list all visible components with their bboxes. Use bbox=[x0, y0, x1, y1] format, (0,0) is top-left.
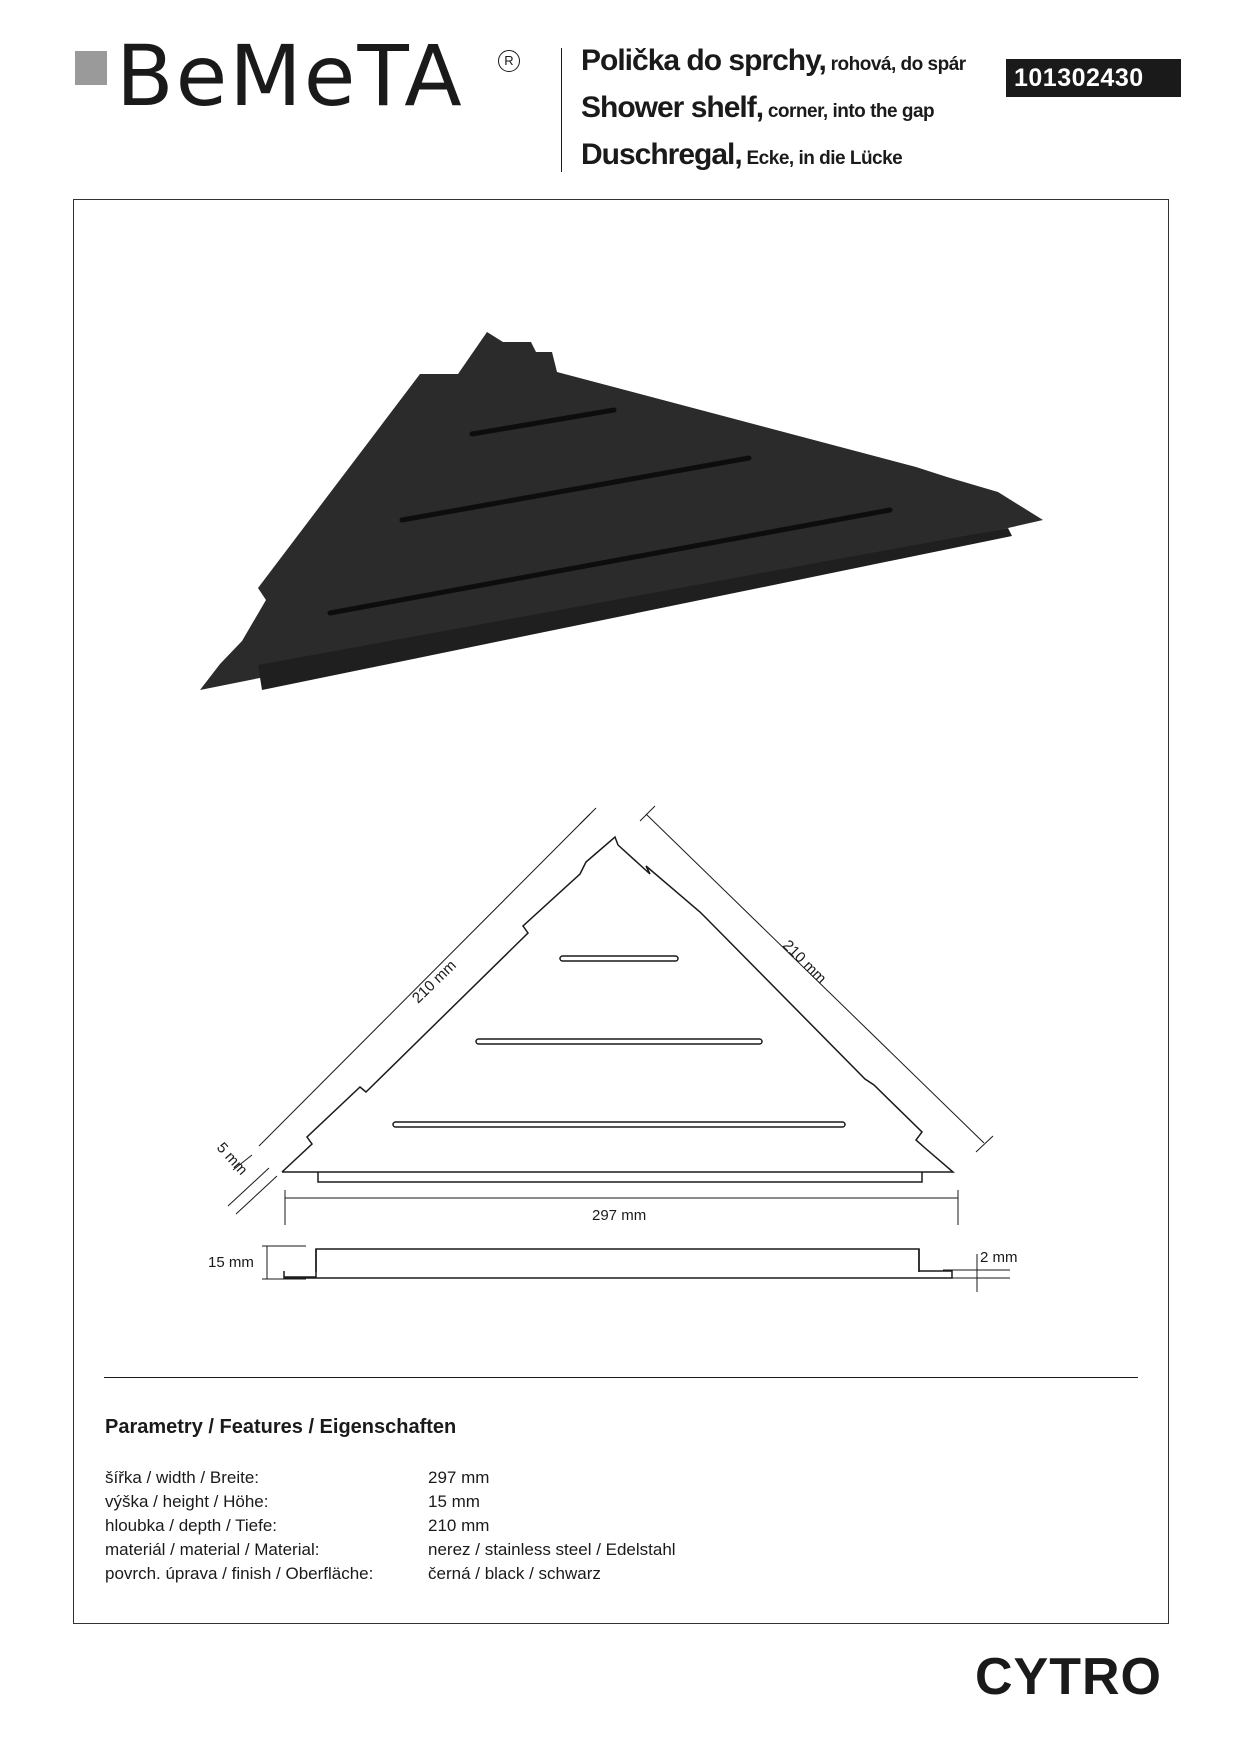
series-name: CYTRO bbox=[975, 1648, 1162, 1706]
feature-label-material: materiál / material / Material: bbox=[105, 1540, 320, 1559]
feature-value-height: 15 mm bbox=[428, 1492, 480, 1511]
section-divider bbox=[104, 1377, 1138, 1378]
feature-label-width: šířka / width / Breite: bbox=[105, 1468, 259, 1487]
feature-label-height: výška / height / Höhe: bbox=[105, 1492, 269, 1511]
feature-value-depth: 210 mm bbox=[428, 1516, 490, 1535]
title-en-main: Shower shelf, bbox=[581, 91, 764, 124]
features-heading: Parametry / Features / Eigenschaften bbox=[105, 1416, 457, 1438]
title-de-main: Duschregal, bbox=[581, 138, 742, 171]
dim-side-left: 210 mm bbox=[408, 957, 460, 1007]
dim-side-right: 210 mm bbox=[779, 936, 830, 988]
dim-height: 15 mm bbox=[208, 1254, 254, 1271]
feature-value-finish: černá / black / schwarz bbox=[428, 1564, 601, 1583]
product-render bbox=[200, 332, 1043, 690]
product-code-badge: 101302430 bbox=[1006, 59, 1181, 97]
registered-mark: R bbox=[498, 50, 520, 72]
title-de-sub: Ecke, in die Lücke bbox=[741, 148, 903, 169]
dim-width: 297 mm bbox=[592, 1207, 647, 1224]
dim-gap: 5 mm bbox=[213, 1139, 251, 1179]
feature-label-finish: povrch. úprava / finish / Oberfläche: bbox=[105, 1564, 374, 1583]
feature-value-width: 297 mm bbox=[428, 1468, 490, 1487]
top-view bbox=[282, 837, 953, 1182]
side-view bbox=[284, 1249, 952, 1278]
feature-label-depth: hloubka / depth / Tiefe: bbox=[105, 1516, 278, 1535]
dim-thickness: 2 mm bbox=[980, 1249, 1018, 1266]
title-en-sub: corner, into the gap bbox=[763, 101, 935, 122]
title-cz-main: Polička do sprchy, bbox=[581, 44, 826, 77]
side-view-dimensions bbox=[262, 1246, 1010, 1292]
feature-value-material: nerez / stainless steel / Edelstahl bbox=[428, 1540, 676, 1559]
title-cz-sub: rohová, do spár bbox=[825, 54, 966, 75]
brand-logo: BeMeTA bbox=[116, 27, 464, 125]
top-view-dimensions bbox=[228, 806, 993, 1225]
